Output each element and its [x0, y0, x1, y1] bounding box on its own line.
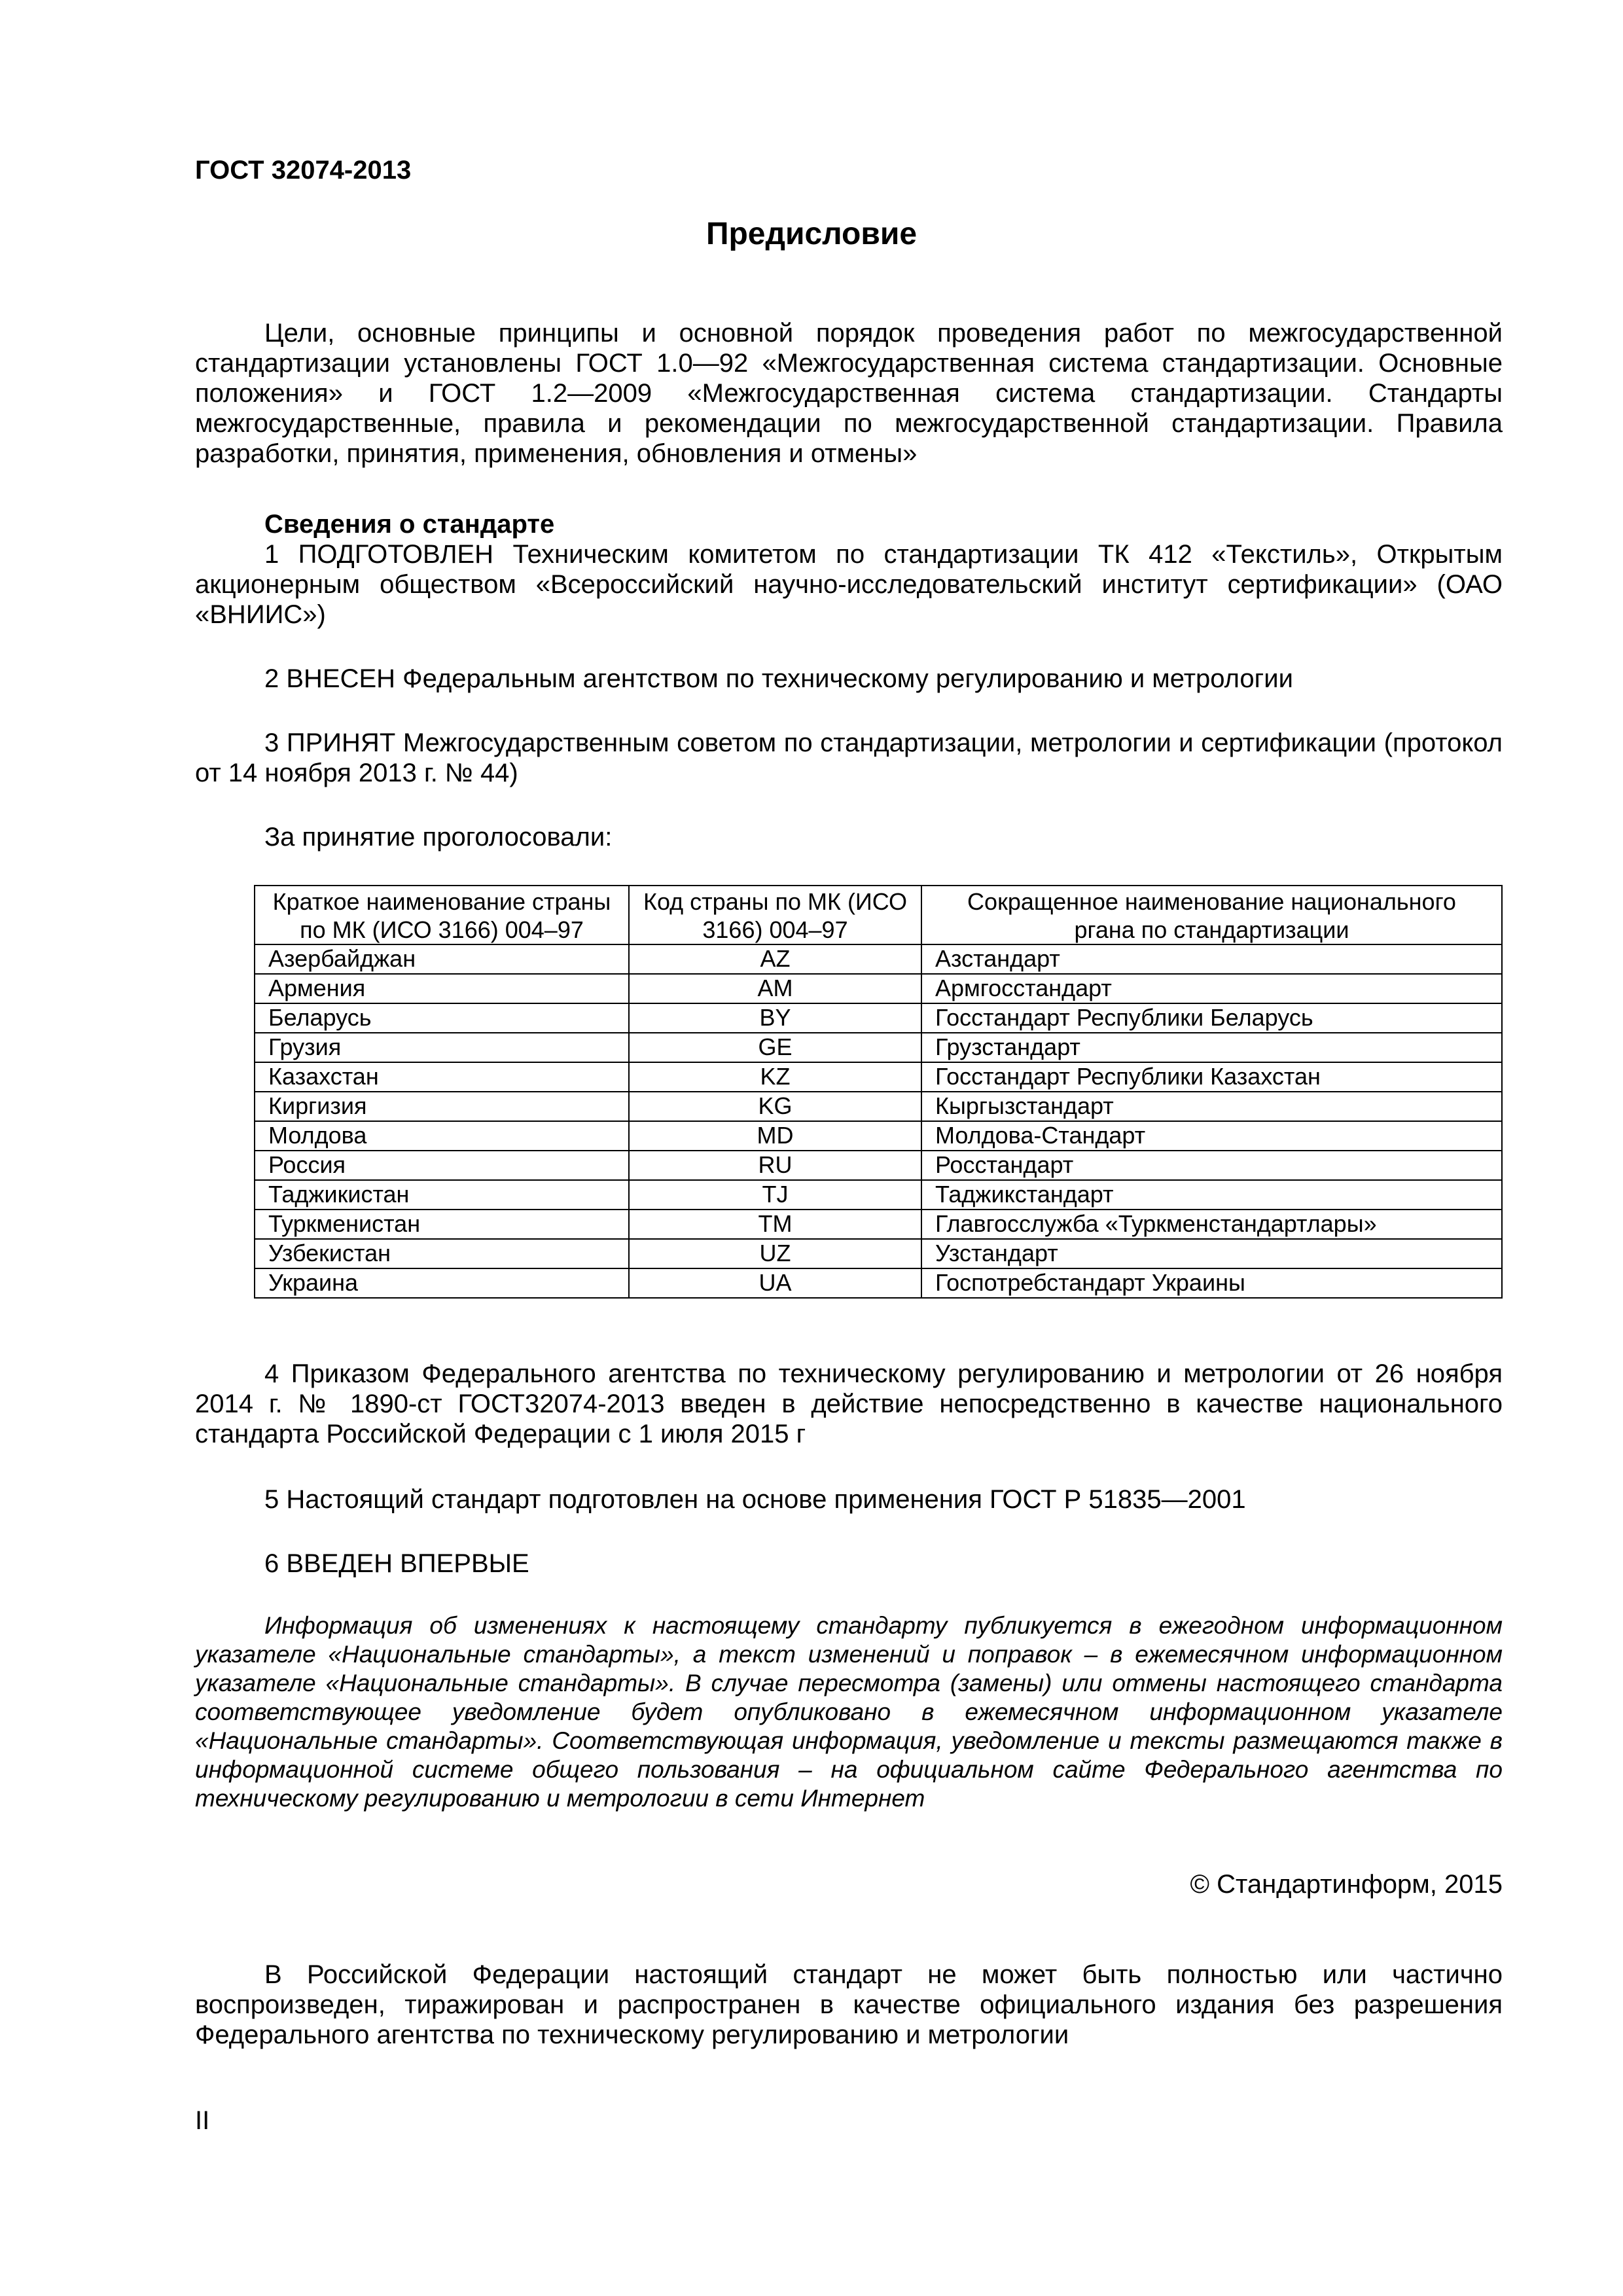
header-country-name: Краткое наименование страны по МК (ИСО 3166) 004–97: [255, 886, 629, 944]
country-name-cell: Таджикистан: [255, 1180, 629, 1210]
table-row: [255, 1151, 1502, 1180]
country-name-cell: Узбекистан: [255, 1239, 629, 1268]
table-row: [255, 1239, 1502, 1268]
country-code-cell: AZ: [629, 944, 921, 974]
country-name-cell: Азербайджан: [255, 944, 629, 974]
country-code-cell: TJ: [629, 1180, 921, 1210]
reproduction-notice: В Российской Федерации настоящий стандарт не может быть полностью или частично воспроизведен, тиражирован и распространен в качестве официального издания без разрешения Федерального агентства по техническому регулированию и метрологии: [195, 1960, 1503, 2049]
standards-body-cell: Таджикстандарт: [921, 1180, 1502, 1210]
country-name-cell: Беларусь: [255, 1003, 629, 1033]
country-code-cell: AM: [629, 974, 921, 1003]
standard-code: ГОСТ 32074-2013: [195, 156, 412, 185]
item-1-paragraph: 1 ПОДГОТОВЛЕН Техническим комитетом по стандартизации ТК 412 «Текстиль», Открытым акционерным обществом «Всероссийский научно-исследовательский институт сертификации» (ОАО «ВНИИС»): [195, 540, 1503, 629]
country-name-cell: Молдова: [255, 1121, 629, 1151]
notice-paragraph: Информация об изменениях к настоящему стандарту публикуется в ежегодном информационном указателе «Национальные стандарты», а текст изменений и поправок – в ежемесячном информационном указателе «Национальные стандарты». В случае пересмотра (замены) или отмены настоящего стандарта соответствующее уведомление будет опубликовано в ежемесячном информационном указателе «Национальные стандарты». Соответствующая информация, уведомление и тексты размещаются также в информационной системе общего пользования – на официальном сайте Федерального агентства по техническому регулированию и метрологии в сети Интернет: [195, 1612, 1503, 1812]
info-heading: Сведения о стандарте: [264, 510, 555, 539]
item-2-paragraph: 2 ВНЕСЕН Федеральным агентством по техническому регулированию и метрологии: [264, 664, 1293, 693]
table-row: [255, 1210, 1502, 1239]
standards-body-cell: Молдова-Стандарт: [921, 1121, 1502, 1151]
table-row: [255, 1003, 1502, 1033]
standards-body-cell: Кыргызстандарт: [921, 1092, 1502, 1121]
country-name-cell: Туркменистан: [255, 1210, 629, 1239]
table-row: [255, 1092, 1502, 1121]
country-code-cell: KZ: [629, 1062, 921, 1092]
copyright-line: © Стандартинформ, 2015: [1190, 1870, 1503, 1899]
table-row: [255, 974, 1502, 1003]
standards-body-cell: Госстандарт Республики Казахстан: [921, 1062, 1502, 1092]
country-code-cell: MD: [629, 1121, 921, 1151]
item-3-paragraph: 3 ПРИНЯТ Межгосударственным советом по стандартизации, метрологии и сертификации (протокол от 14 ноября 2013 г. № 44): [195, 728, 1503, 787]
table-body: [255, 944, 1502, 1298]
country-code-cell: UA: [629, 1268, 921, 1298]
standards-body-cell: Главгосслужба «Туркменстандартлары»: [921, 1210, 1502, 1239]
country-name-cell: Грузия: [255, 1033, 629, 1062]
item-6-paragraph: 6 ВВЕДЕН ВПЕРВЫЕ: [264, 1549, 529, 1578]
table-header-row: [255, 886, 1502, 944]
voting-countries-table: [254, 885, 1503, 1299]
vote-intro: За принятие проголосовали:: [264, 823, 613, 852]
standards-body-cell: Узстандарт: [921, 1239, 1502, 1268]
page-number: II: [195, 2106, 210, 2135]
header-country-code: Код страны по МК (ИСО 3166) 004–97: [629, 886, 921, 944]
country-name-cell: Украина: [255, 1268, 629, 1298]
country-name-cell: Казахстан: [255, 1062, 629, 1092]
item-4-paragraph: 4 Приказом Федерального агентства по техническому регулированию и метрологии от 26 ноября 2014 г. № 1890-ст ГОСТ32074-2013 введен в действие непосредственно в качестве национального стандарта Российской Федерации с 1 июля 2015 г: [195, 1359, 1503, 1448]
table-row: [255, 1268, 1502, 1298]
country-code-cell: GE: [629, 1033, 921, 1062]
page-title: Предисловие: [705, 217, 918, 251]
country-code-cell: BY: [629, 1003, 921, 1033]
standards-body-cell: Росстандарт: [921, 1151, 1502, 1180]
country-code-cell: KG: [629, 1092, 921, 1121]
standards-body-cell: Армгосстандарт: [921, 974, 1502, 1003]
table-row: [255, 1062, 1502, 1092]
country-code-cell: UZ: [629, 1239, 921, 1268]
standards-body-cell: Госпотребстандарт Украины: [921, 1268, 1502, 1298]
intro-paragraph: Цели, основные принципы и основной порядок проведения работ по межгосударственной стандартизации установлены ГОСТ 1.0—92 «Межгосударственная система стандартизации. Основные положения» и ГОСТ 1.2—2009 «Межгосударственная система стандартизации. Стандарты межгосударственные, правила и рекомендации по межгосударственной стандартизации. Правила разработки, принятия, применения, обновления и отмены»: [195, 319, 1503, 468]
standards-body-cell: Азстандарт: [921, 944, 1502, 974]
table-row: [255, 944, 1502, 974]
standards-body-cell: Грузстандарт: [921, 1033, 1502, 1062]
item-5-paragraph: 5 Настоящий стандарт подготовлен на основе применения ГОСТ Р 51835—2001: [264, 1485, 1246, 1514]
table-row: [255, 1121, 1502, 1151]
country-name-cell: Армения: [255, 974, 629, 1003]
country-code-cell: RU: [629, 1151, 921, 1180]
country-code-cell: TM: [629, 1210, 921, 1239]
country-name-cell: Россия: [255, 1151, 629, 1180]
country-name-cell: Киргизия: [255, 1092, 629, 1121]
table-row: [255, 1033, 1502, 1062]
standards-body-cell: Госстандарт Республики Беларусь: [921, 1003, 1502, 1033]
table-row: [255, 1180, 1502, 1210]
header-standards-body: Сокращенное наименование национального ргана по стандартизации: [921, 886, 1502, 944]
